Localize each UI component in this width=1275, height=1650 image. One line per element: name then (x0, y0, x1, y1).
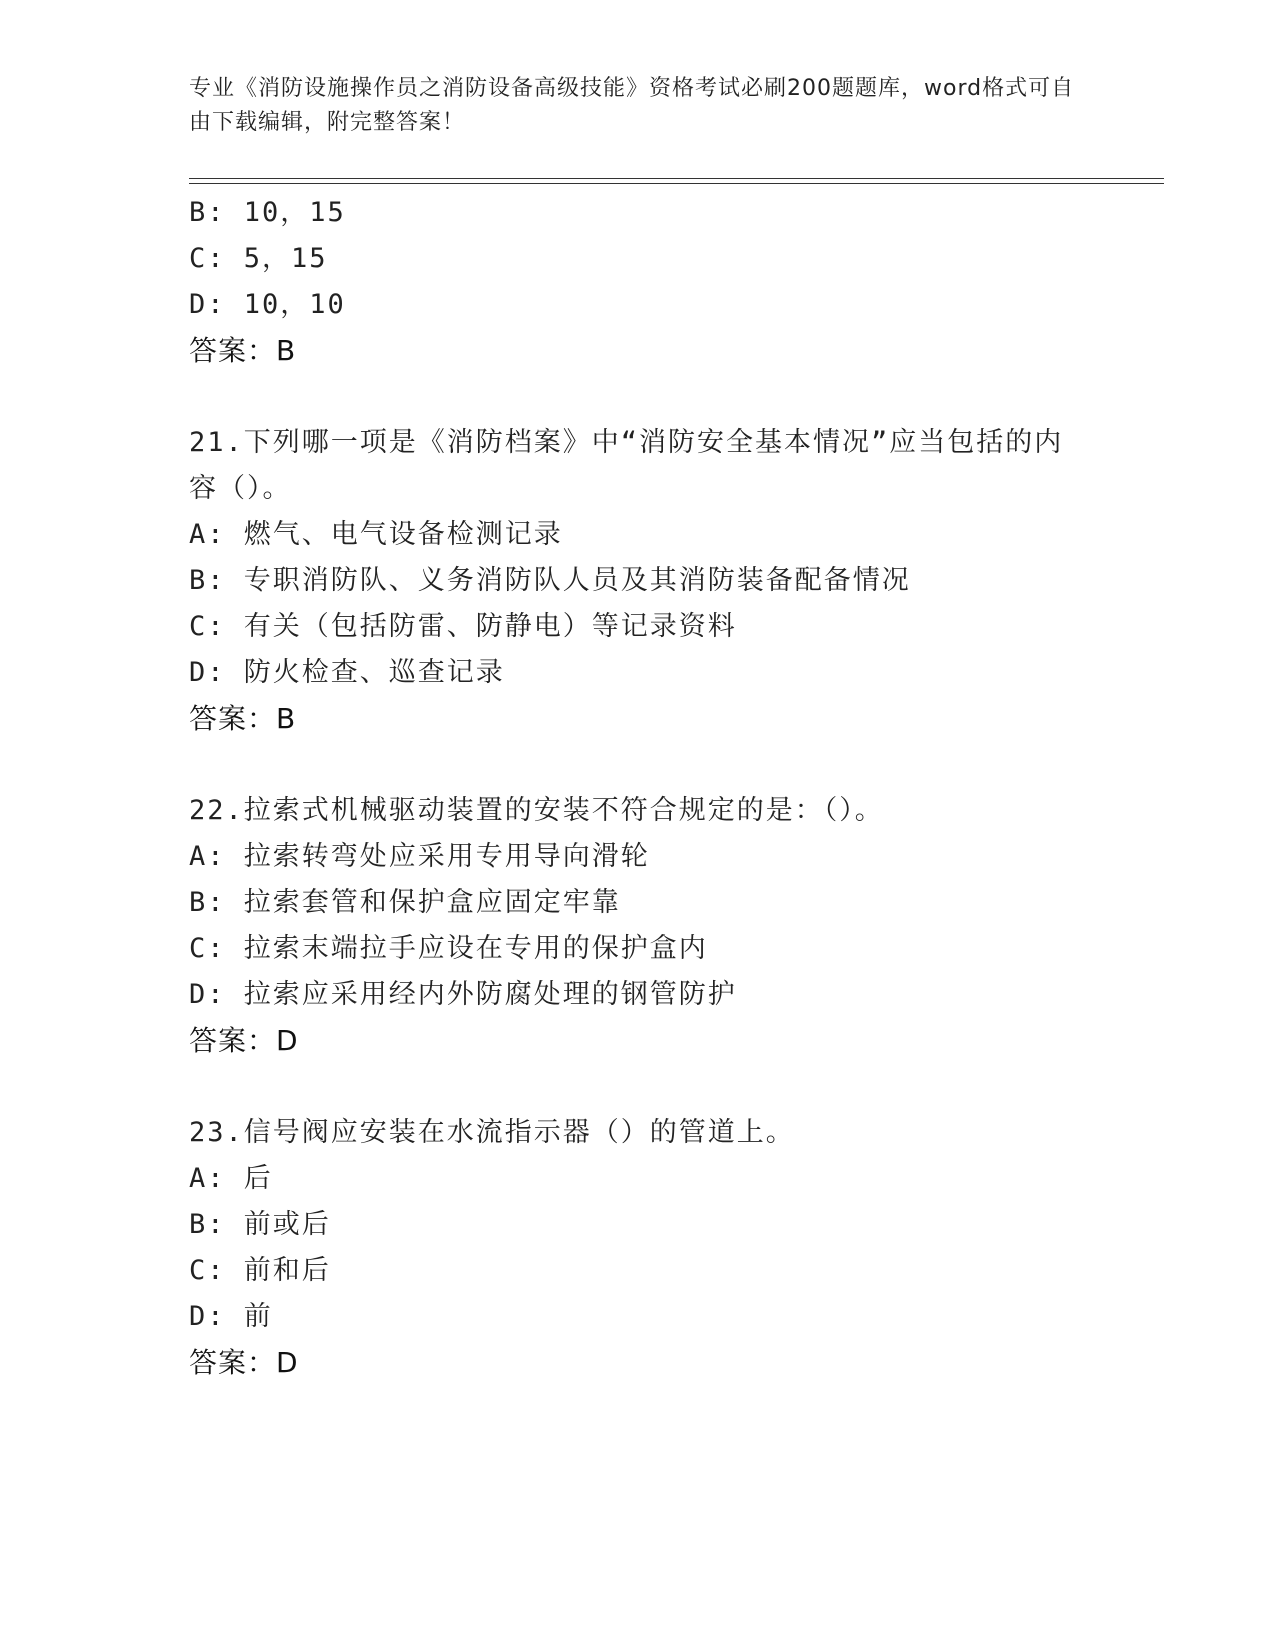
option-a: A: 后 (189, 1163, 273, 1194)
answer: 答案：D (189, 1346, 299, 1379)
document-header: 专业《消防设施操作员之消防设备高级技能》资格考试必刷200题题库，word格式可自由下载编辑，附完整答案！ (189, 76, 1075, 135)
question-stem: 22.拉索式机械驱动装置的安装不符合规定的是：（）。 (189, 795, 884, 826)
option-a: A: 燃气、电气设备检测记录 (189, 519, 563, 550)
option-b: B: 前或后 (189, 1209, 331, 1240)
question-22 (189, 788, 1089, 1064)
answer: 答案：B (189, 702, 297, 735)
question-23 (189, 1110, 1089, 1386)
question-stem: 21.下列哪一项是《消防档案》中“消防安全基本情况”应当包括的内容（）。 (189, 427, 1064, 504)
option-c: C: 拉索末端拉手应设在专用的保护盒内 (189, 933, 708, 964)
partial-question (189, 190, 1089, 374)
option-c: C: 有关（包括防雷、防静电）等记录资料 (189, 611, 737, 642)
answer: 答案：B (189, 334, 297, 367)
answer: 答案：D (189, 1024, 299, 1057)
header-rule-top (189, 178, 1164, 179)
option-b: B: 10，15 (189, 197, 346, 228)
option-d: D: 拉索应采用经内外防腐处理的钢管防护 (189, 979, 737, 1010)
option-a: A: 拉索转弯处应采用专用导向滑轮 (189, 841, 650, 872)
option-c: C: 前和后 (189, 1255, 331, 1286)
option-d: D: 10，10 (189, 289, 346, 320)
option-d: D: 防火检查、巡查记录 (189, 657, 505, 688)
option-c: C: 5，15 (189, 243, 328, 274)
option-b: B: 拉索套管和保护盒应固定牢靠 (189, 887, 621, 918)
option-b: B: 专职消防队、义务消防队人员及其消防装备配备情况 (189, 565, 911, 596)
header-rule-bottom (189, 183, 1164, 184)
question-stem: 23.信号阀应安装在水流指示器（）的管道上。 (189, 1117, 795, 1148)
question-content (189, 190, 1089, 1386)
question-21 (189, 420, 1089, 742)
option-d: D: 前 (189, 1301, 273, 1332)
